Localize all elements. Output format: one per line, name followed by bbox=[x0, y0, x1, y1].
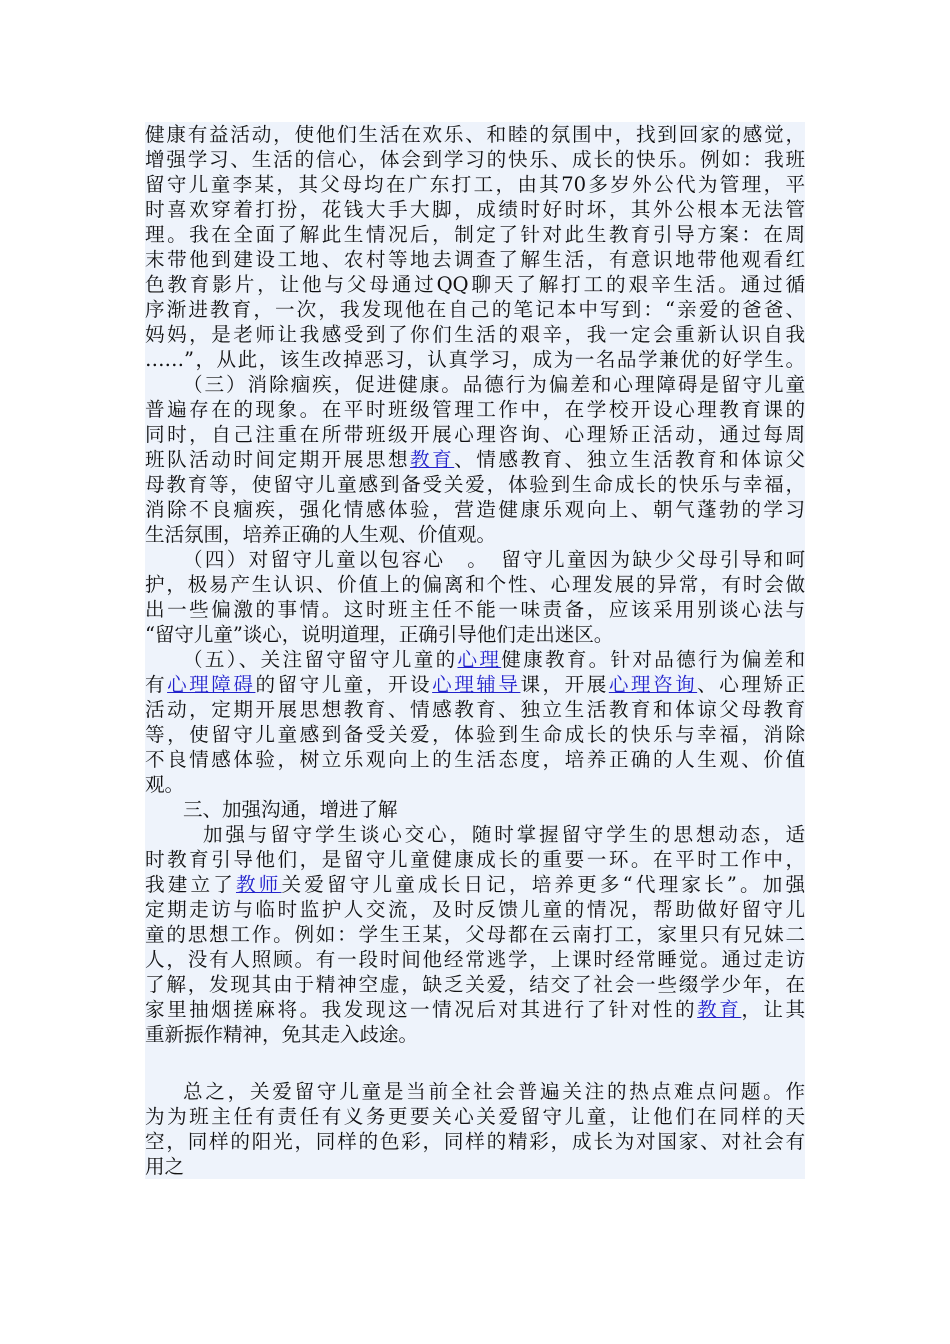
text-line: 总之，关爱留守儿童是当前全社会普遍关注的热点难点问题。作 bbox=[183, 1080, 805, 1103]
text-span: 健康教育。针对品德行为偏差和 bbox=[501, 648, 805, 671]
text-line: 生活氛围，培养正确的人生观、价值观。 bbox=[145, 523, 496, 546]
text-line: 理。我在全面了解此生情况后，制定了针对此生教育引导方案：在周 bbox=[145, 223, 805, 246]
text-line: 出一些偏激的事情。这时班主任不能一味责备，应该采用别谈心法与 bbox=[145, 598, 805, 621]
text-line: 序渐进教育，一次，我发现他在自己的笔记本中写到：“亲爱的爸爸、 bbox=[145, 298, 805, 321]
text-span: 的留守儿童，开设 bbox=[255, 673, 433, 696]
text-line: （四）对留守儿童以包容心 。 留守儿童因为缺少父母引导和呵 bbox=[183, 548, 805, 571]
text-line: “留守儿童”谈心，说明道理，正确引导他们走出迷区。 bbox=[145, 623, 614, 646]
text-line: 普遍存在的现象。在平时班级管理工作中，在学校开设心理教育课的 bbox=[145, 398, 805, 421]
text-line: 末带他到建设工地、农村等地去调查了解生活，有意识地带他观看红 bbox=[145, 248, 805, 271]
text-line: 妈妈，是老师让我感受到了你们生活的艰辛，我一定会重新认识自我 bbox=[145, 323, 805, 346]
text-line: 童的思想工作。例如：学生王某，父母都在云南打工，家里只有兄妹二 bbox=[145, 923, 805, 946]
text-line bbox=[145, 997, 805, 1022]
text-line: 活动，定期开展思想教育、情感教育、独立生活教育和体谅父母教育 bbox=[145, 698, 805, 721]
link-psych-counseling[interactable]: 心理辅导 bbox=[432, 673, 521, 696]
text-line: 护，极易产生认识、价值上的偏离和个性、心理发展的异常，有时会做 bbox=[145, 573, 805, 596]
text-line bbox=[145, 872, 805, 897]
paragraph-gap bbox=[145, 1047, 805, 1079]
text-line: 留守儿童李某，其父母均在广东打工，由其70多岁外公代为管理，平 bbox=[145, 173, 805, 196]
text-line: ……”，从此，该生改掉恶习，认真学习，成为一名品学兼优的好学生。 bbox=[145, 348, 805, 371]
paragraph-case-study bbox=[145, 122, 805, 1179]
text-span: 、心理矫正 bbox=[697, 673, 805, 696]
text-line: 时喜欢穿着打扮，花钱大手大脚，成绩时好时坏，其外公根本无法管 bbox=[145, 198, 805, 221]
text-line: 时教育引导他们，是留守儿童健康成长的重要一环。在平时工作中， bbox=[145, 848, 805, 871]
text-line: 增强学习、生活的信心，体会到学习的快乐、成长的快乐。例如：我班 bbox=[145, 148, 805, 171]
text-line: 等，使留守儿童感到备受关爱，体验到生命成长的快乐与幸福，消除 bbox=[145, 723, 805, 746]
text-span: 、情感教育、独立生活教育和体谅父 bbox=[454, 448, 805, 471]
link-education[interactable]: 教育 bbox=[410, 448, 455, 471]
text-line: 色教育影片，让他与父母通过QQ聊天了解打工的艰辛生活。通过循 bbox=[145, 273, 805, 296]
text-span: （五）、关注留守留守儿童的 bbox=[183, 648, 458, 671]
text-span: 关爱留守儿童成长日记，培养更多“代理家长”。加强 bbox=[281, 873, 805, 896]
text-line: 加强与留守学生谈心交心，随时掌握留守学生的思想动态，适 bbox=[203, 823, 805, 846]
text-line: 消除不良痼疾，强化情感体验，营造健康乐观向上、朝气蓬勃的学习 bbox=[145, 498, 805, 521]
text-line bbox=[145, 647, 805, 672]
text-line: 空，同样的阳光，同样的色彩，同样的精彩，成长为对国家、对社会有 bbox=[145, 1130, 805, 1153]
text-line: 为为班主任有责任有义务更要关心关爱留守儿童，让他们在同样的天 bbox=[145, 1105, 805, 1128]
text-span: 我建立了 bbox=[145, 873, 236, 896]
text-line: 同时，自己注重在所带班级开展心理咨询、心理矫正活动，通过每周 bbox=[145, 423, 805, 446]
text-span: 家里抽烟搓麻将。我发现这一情况后对其进行了针对性的 bbox=[145, 998, 698, 1021]
text-line: 了解，发现其由于精神空虚，缺乏关爱，结交了社会一些缀学少年，在 bbox=[145, 973, 805, 996]
text-line bbox=[145, 447, 805, 472]
text-span: 课，开展 bbox=[520, 673, 609, 696]
text-line bbox=[145, 672, 805, 697]
text-line: （三）消除痼疾，促进健康。品德行为偏差和心理障碍是留守儿童 bbox=[183, 373, 805, 396]
text-line: 观。 bbox=[145, 773, 184, 796]
text-line: 定期走访与临时监护人交流，及时反馈儿童的情况，帮助做好留守儿 bbox=[145, 898, 805, 921]
text-line: 健康有益活动，使他们生活在欢乐、和睦的氛围中，找到回家的感觉， bbox=[145, 123, 805, 146]
link-psychology[interactable]: 心理 bbox=[457, 648, 502, 671]
link-teacher[interactable]: 教师 bbox=[235, 873, 282, 896]
text-span: ，让其 bbox=[741, 998, 805, 1021]
text-line: 人，没有人照顾。有一段时间他经常逃学，上课时经常睡觉。通过走访 bbox=[145, 948, 805, 971]
text-span: 有 bbox=[145, 673, 168, 696]
text-line: 重新振作精神，免其走入歧途。 bbox=[145, 1023, 418, 1046]
text-line: 用之 bbox=[145, 1155, 184, 1178]
section-heading: 三、加强沟通，增进了解 bbox=[183, 798, 398, 821]
link-psych-consultation[interactable]: 心理咨询 bbox=[608, 673, 698, 696]
link-psych-disorder[interactable]: 心理障碍 bbox=[167, 673, 256, 696]
text-span: 班队活动时间定期开展思想 bbox=[145, 448, 411, 471]
link-education-2[interactable]: 教育 bbox=[697, 998, 742, 1021]
text-line: 不良情感体验，树立乐观向上的生活态度，培养正确的人生观、价值 bbox=[145, 748, 805, 771]
text-line: 母教育等，使留守儿童感到备受关爱，体验到生命成长的快乐与幸福， bbox=[145, 473, 805, 496]
